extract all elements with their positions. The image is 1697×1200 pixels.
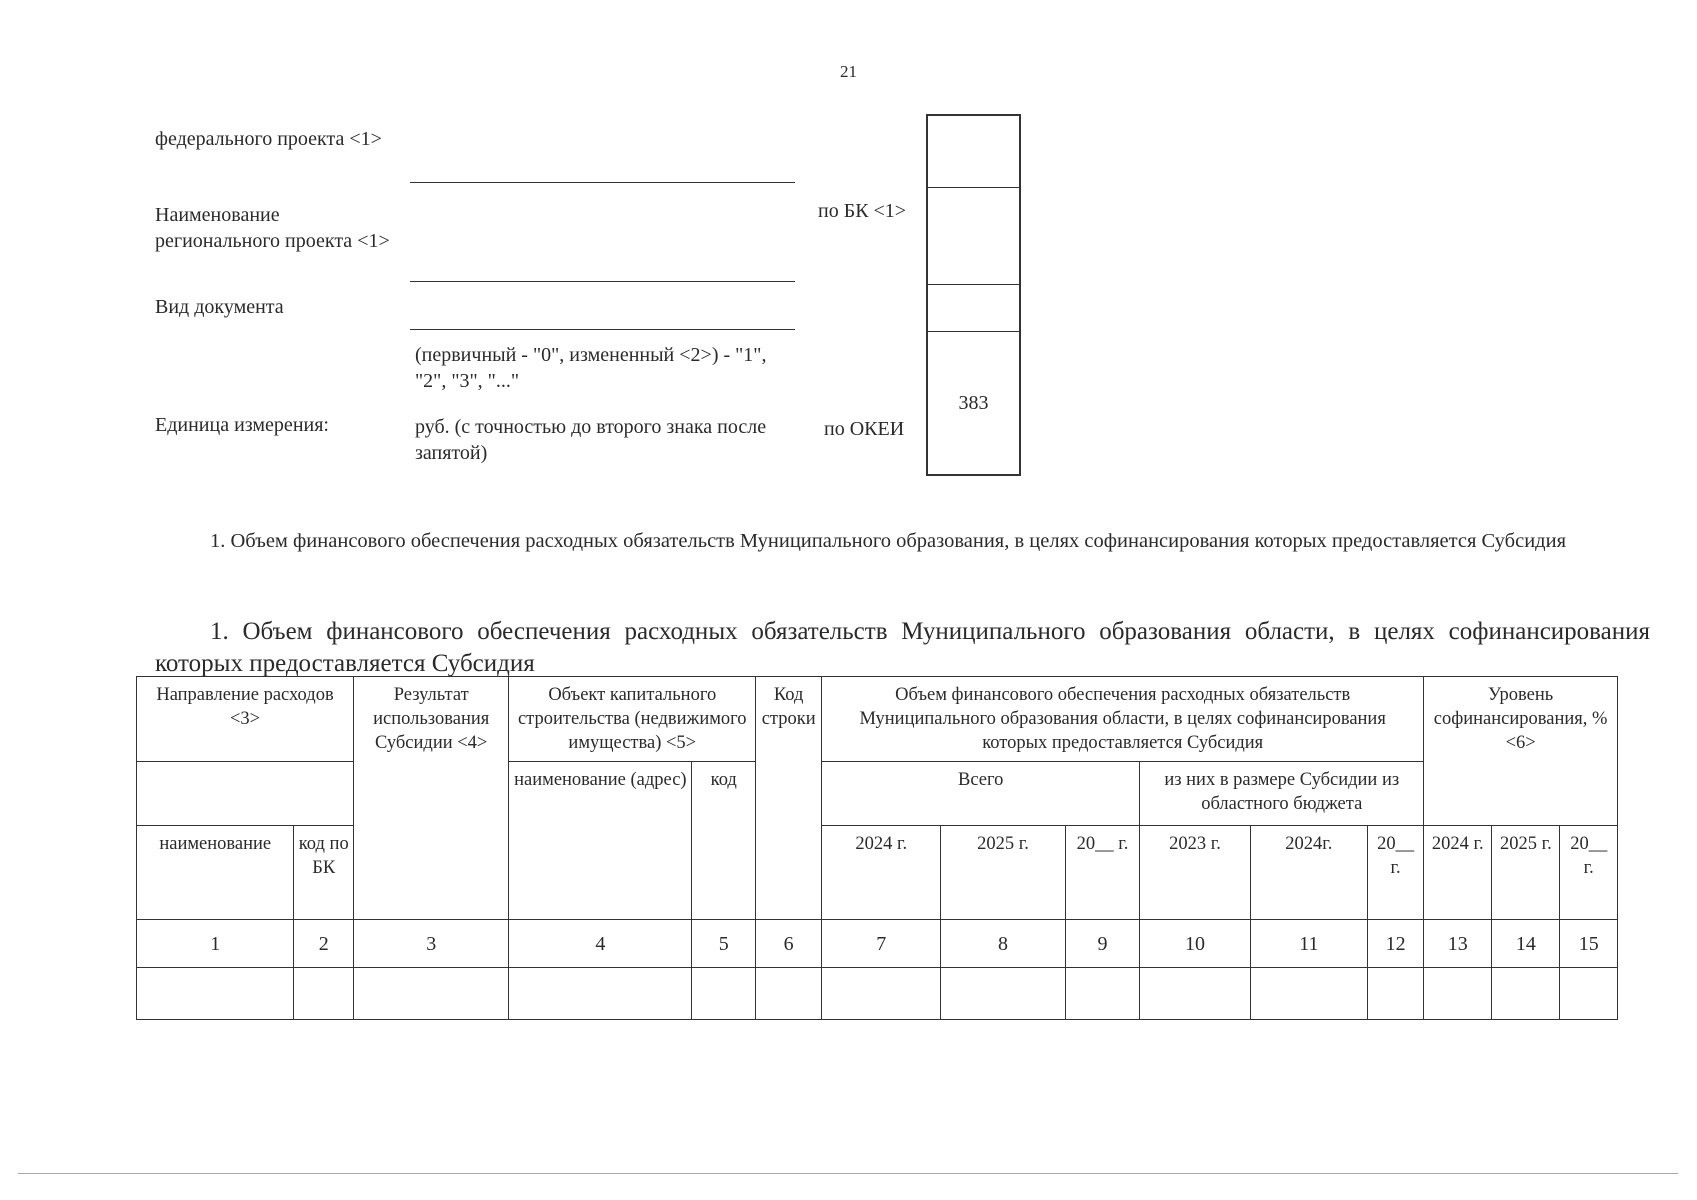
doc-type-label: Вид документа [155,296,284,318]
header-volume: Объем финансового обеспечения расходных обязательств Муниципального образования области, в целях софинансирования которых предоставляется Субсидия [822,677,1424,762]
column-number: 5 [692,920,756,968]
header-direction-spacer [137,762,354,826]
table-row [137,968,1618,1020]
table-cell[interactable] [354,968,509,1020]
table-cell[interactable] [941,968,1065,1020]
doc-type-hint: (первичный - "0", измененный <2>) - "1", "2", "3", "..." [415,344,767,392]
paragraph-1: 1. Объем финансового обеспечения расходных обязательств Муниципального образования, в целях софинансирования которых предоставляется Субсидия [210,530,1566,552]
header-object: Объект капитального строительства (недвижимого имущества) <5> [509,677,756,762]
header-level-year-2: 2025 г. [1492,826,1560,920]
column-number: 13 [1424,920,1492,968]
header-total: Всего [822,762,1140,826]
federal-project-field-line[interactable] [410,182,795,183]
column-number: 15 [1560,920,1618,968]
table-cell[interactable] [137,968,294,1020]
header-direction-bk-code: код по БК [294,826,354,920]
code-cell-doc-type[interactable] [928,285,1019,332]
column-number: 1 [137,920,294,968]
column-number: 10 [1140,920,1251,968]
table-cell[interactable] [1065,968,1139,1020]
column-number: 9 [1065,920,1139,968]
header-total-year-2: 2025 г. [941,826,1065,920]
header-result: Результат использования Субсидии <4> [354,677,509,920]
code-cell-okei [928,332,1019,474]
table-cell[interactable] [822,968,941,1020]
table-cell[interactable] [756,968,822,1020]
column-number: 14 [1492,920,1560,968]
unit-label: Единица измерения: [155,414,329,436]
table-cell[interactable] [294,968,354,1020]
column-number: 3 [354,920,509,968]
table-cell[interactable] [692,968,756,1020]
column-number: 12 [1367,920,1423,968]
code-cell-bk[interactable] [928,188,1019,285]
header-level-year-3: 20__ г. [1560,826,1618,920]
table-cell[interactable] [1492,968,1560,1020]
paragraph-2: 1. Объем финансового обеспечения расходных обязательств Муниципального образования области, в целях софинансирования которых предоставляется Субсидия [155,618,1650,677]
column-number: 6 [756,920,822,968]
code-box [926,114,1021,476]
code-cell-federal[interactable] [928,116,1019,188]
financing-table [136,676,1618,1020]
federal-project-label: федерального проекта <1> [155,128,382,150]
header-subsidy-year-3: 20__ г. [1367,826,1423,920]
header-total-year-1: 2024 г. [822,826,941,920]
table-cell[interactable] [1140,968,1251,1020]
page-number: 21 [840,62,857,81]
header-subsidy: из них в размере Субсидии из областного бюджета [1140,762,1424,826]
page-bottom-rule [18,1173,1678,1174]
header-line-code: Код строки [756,677,822,920]
column-number: 2 [294,920,354,968]
regional-project-label: Наименование регионального проекта <1> [155,204,390,252]
table-cell[interactable] [1250,968,1367,1020]
column-number: 11 [1250,920,1367,968]
header-direction-name: наименование [137,826,294,920]
bk-label: по БК <1> [818,200,907,222]
unit-value: руб. (с точностью до второго знака после запятой) [415,416,767,464]
header-direction: Направление расходов <3> [137,677,354,762]
regional-project-field-line[interactable] [410,281,795,282]
column-number-row [137,920,1618,968]
header-object-code: код [692,762,756,920]
okei-label: по ОКЕИ [824,418,905,440]
column-number: 4 [509,920,692,968]
table-cell[interactable] [1367,968,1423,1020]
header-total-year-3: 20__ г. [1065,826,1139,920]
header-subsidy-year-2: 2024г. [1250,826,1367,920]
header-level-year-1: 2024 г. [1424,826,1492,920]
column-number: 8 [941,920,1065,968]
table-cell[interactable] [509,968,692,1020]
doc-type-field-line[interactable] [410,329,795,330]
header-object-name: наименование (адрес) [509,762,692,920]
header-cofinancing-level: Уровень софинансирования, % <6> [1424,677,1618,826]
table-cell[interactable] [1424,968,1492,1020]
header-subsidy-year-1: 2023 г. [1140,826,1251,920]
okei-code: 383 [958,391,989,414]
column-number: 7 [822,920,941,968]
table-cell[interactable] [1560,968,1618,1020]
